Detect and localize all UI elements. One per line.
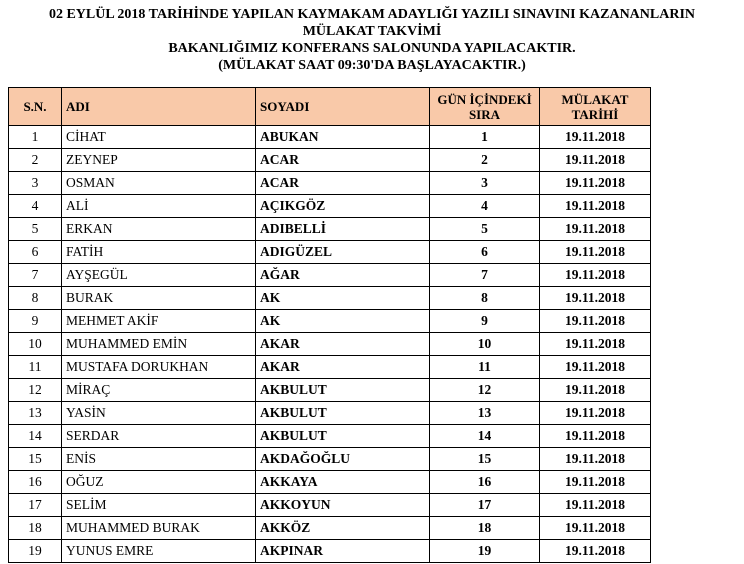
cell-name: OSMAN (62, 172, 256, 195)
cell-sn: 10 (9, 333, 62, 356)
table-row (9, 172, 651, 195)
cell-daily-order: 8 (430, 287, 540, 310)
cell-surname: ADIBELLİ (256, 218, 430, 241)
cell-interview-date: 19.11.2018 (540, 218, 651, 241)
cell-daily-order: 16 (430, 471, 540, 494)
table-row (9, 425, 651, 448)
cell-name: ENİS (62, 448, 256, 471)
table-row (9, 287, 651, 310)
cell-daily-order: 5 (430, 218, 540, 241)
cell-daily-order: 2 (430, 149, 540, 172)
cell-interview-date: 19.11.2018 (540, 379, 651, 402)
cell-name: MUSTAFA DORUKHAN (62, 356, 256, 379)
cell-surname: AKKÖZ (256, 517, 430, 540)
cell-name: MEHMET AKİF (62, 310, 256, 333)
cell-interview-date: 19.11.2018 (540, 126, 651, 149)
cell-daily-order: 19 (430, 540, 540, 563)
cell-sn: 7 (9, 264, 62, 287)
cell-name: MUHAMMED BURAK (62, 517, 256, 540)
cell-sn: 11 (9, 356, 62, 379)
cell-interview-date: 19.11.2018 (540, 402, 651, 425)
cell-interview-date: 19.11.2018 (540, 517, 651, 540)
cell-sn: 6 (9, 241, 62, 264)
cell-sn: 4 (9, 195, 62, 218)
table-header (9, 88, 651, 126)
header-interview-date-line-1: MÜLAKAT (561, 91, 629, 107)
cell-sn: 3 (9, 172, 62, 195)
table-row (9, 494, 651, 517)
cell-interview-date: 19.11.2018 (540, 172, 651, 195)
cell-name: ZEYNEP (62, 149, 256, 172)
cell-sn: 1 (9, 126, 62, 149)
table-body (9, 126, 651, 563)
cell-sn: 9 (9, 310, 62, 333)
cell-surname: AK (256, 287, 430, 310)
cell-daily-order: 17 (430, 494, 540, 517)
cell-name: OĞUZ (62, 471, 256, 494)
header-daily-order-line-1: GÜN İÇİNDEKİ (437, 91, 532, 107)
cell-daily-order: 11 (430, 356, 540, 379)
cell-sn: 2 (9, 149, 62, 172)
table-row (9, 195, 651, 218)
cell-daily-order: 9 (430, 310, 540, 333)
header-sn: S.N. (9, 88, 62, 126)
cell-daily-order: 3 (430, 172, 540, 195)
title-line-1: 02 EYLÜL 2018 TARİHİNDE YAPILAN KAYMAKAM ADAYLIĞI YAZILI SINAVINI KAZANANLARIN (48, 7, 696, 22)
cell-interview-date: 19.11.2018 (540, 149, 651, 172)
interview-schedule-table (8, 87, 651, 563)
cell-surname: ABUKAN (256, 126, 430, 149)
cell-sn: 14 (9, 425, 62, 448)
cell-sn: 13 (9, 402, 62, 425)
cell-interview-date: 19.11.2018 (540, 195, 651, 218)
cell-surname: AKBULUT (256, 402, 430, 425)
table-row (9, 448, 651, 471)
cell-surname: AK (256, 310, 430, 333)
cell-name: FATİH (62, 241, 256, 264)
cell-interview-date: 19.11.2018 (540, 356, 651, 379)
table-row (9, 149, 651, 172)
cell-sn: 19 (9, 540, 62, 563)
table-row (9, 333, 651, 356)
cell-sn: 18 (9, 517, 62, 540)
cell-surname: ACAR (256, 149, 430, 172)
table-row (9, 379, 651, 402)
cell-interview-date: 19.11.2018 (540, 310, 651, 333)
table-row (9, 471, 651, 494)
table-row (9, 241, 651, 264)
cell-surname: ADIGÜZEL (256, 241, 430, 264)
cell-name: ALİ (62, 195, 256, 218)
table-row (9, 356, 651, 379)
cell-daily-order: 15 (430, 448, 540, 471)
cell-surname: AĞAR (256, 264, 430, 287)
header-daily-order-line-2: SIRA (468, 106, 501, 122)
cell-daily-order: 1 (430, 126, 540, 149)
header-surname: SOYADI (256, 88, 430, 126)
cell-surname: AKDAĞOĞLU (256, 448, 430, 471)
cell-interview-date: 19.11.2018 (540, 540, 651, 563)
cell-daily-order: 12 (430, 379, 540, 402)
cell-surname: AÇIKGÖZ (256, 195, 430, 218)
cell-surname: AKKOYUN (256, 494, 430, 517)
table-row (9, 310, 651, 333)
cell-sn: 8 (9, 287, 62, 310)
cell-daily-order: 13 (430, 402, 540, 425)
cell-name: YUNUS EMRE (62, 540, 256, 563)
cell-interview-date: 19.11.2018 (540, 241, 651, 264)
cell-interview-date: 19.11.2018 (540, 425, 651, 448)
cell-sn: 15 (9, 448, 62, 471)
cell-daily-order: 6 (430, 241, 540, 264)
cell-name: MİRAÇ (62, 379, 256, 402)
cell-surname: ACAR (256, 172, 430, 195)
cell-name: BURAK (62, 287, 256, 310)
header-interview-date (540, 88, 651, 126)
cell-surname: AKAR (256, 356, 430, 379)
table-row (9, 218, 651, 241)
table-row (9, 540, 651, 563)
header-row (9, 88, 651, 126)
table-row (9, 126, 651, 149)
cell-surname: AKKAYA (256, 471, 430, 494)
table-row (9, 264, 651, 287)
table-row (9, 517, 651, 540)
title-line-3: BAKANLIĞIMIZ KONFERANS SALONUNDA YAPILACAKTIR. (168, 41, 576, 56)
cell-name: MUHAMMED EMİN (62, 333, 256, 356)
cell-surname: AKAR (256, 333, 430, 356)
cell-sn: 17 (9, 494, 62, 517)
cell-interview-date: 19.11.2018 (540, 471, 651, 494)
title-line-4: (MÜLAKAT SAAT 09:30'DA BAŞLAYACAKTIR.) (218, 58, 526, 73)
cell-interview-date: 19.11.2018 (540, 333, 651, 356)
cell-daily-order: 7 (430, 264, 540, 287)
cell-daily-order: 4 (430, 195, 540, 218)
cell-surname: AKPINAR (256, 540, 430, 563)
document-title (0, 6, 744, 74)
cell-name: SELİM (62, 494, 256, 517)
cell-name: AYŞEGÜL (62, 264, 256, 287)
cell-surname: AKBULUT (256, 379, 430, 402)
cell-name: SERDAR (62, 425, 256, 448)
cell-name: ERKAN (62, 218, 256, 241)
cell-interview-date: 19.11.2018 (540, 287, 651, 310)
cell-interview-date: 19.11.2018 (540, 494, 651, 517)
title-line-2: MÜLAKAT TAKVİMİ (302, 24, 442, 39)
cell-daily-order: 14 (430, 425, 540, 448)
header-name: ADI (62, 88, 256, 126)
cell-sn: 12 (9, 379, 62, 402)
header-daily-order (430, 88, 540, 126)
cell-sn: 16 (9, 471, 62, 494)
cell-interview-date: 19.11.2018 (540, 264, 651, 287)
cell-name: YASİN (62, 402, 256, 425)
table-row (9, 402, 651, 425)
header-interview-date-line-2: TARİHİ (571, 106, 619, 122)
cell-name: CİHAT (62, 126, 256, 149)
cell-daily-order: 18 (430, 517, 540, 540)
cell-daily-order: 10 (430, 333, 540, 356)
cell-interview-date: 19.11.2018 (540, 448, 651, 471)
cell-sn: 5 (9, 218, 62, 241)
cell-surname: AKBULUT (256, 425, 430, 448)
